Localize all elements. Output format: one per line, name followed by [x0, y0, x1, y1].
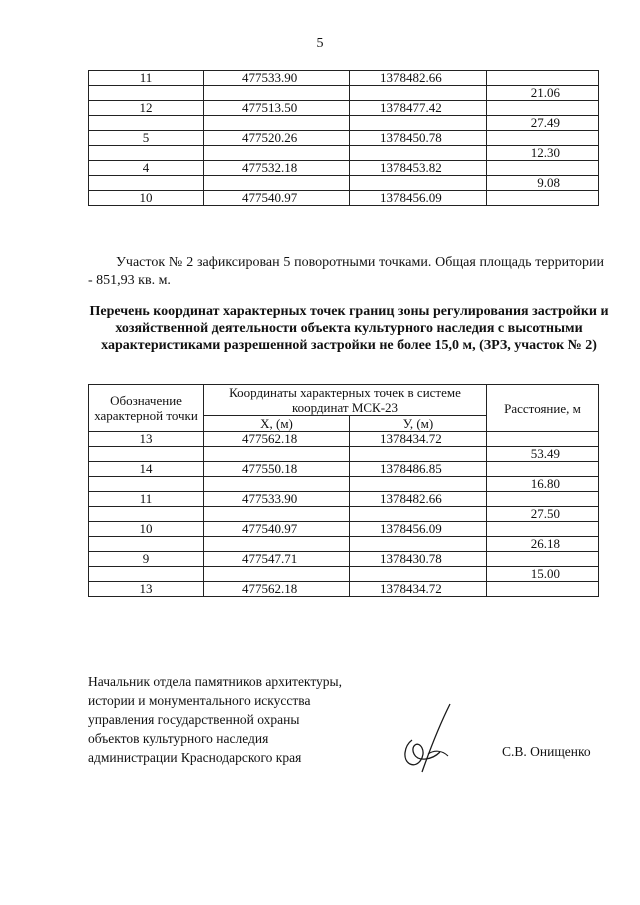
table-row — [89, 552, 599, 567]
distance-cell — [487, 131, 599, 146]
y-cell: 1378486.85 — [350, 462, 487, 477]
header-y: У, (м) — [350, 416, 487, 432]
distance-cell: 53.49 — [487, 447, 599, 462]
point-cell: 10 — [89, 191, 204, 206]
point-cell: 13 — [89, 582, 204, 597]
table-row — [89, 492, 599, 507]
x-cell — [204, 176, 350, 191]
distance-cell: 9.08 — [487, 176, 599, 191]
plot-summary-paragraph: Участок № 2 зафиксирован 5 поворотными точками. Общая площадь территории - 851,93 кв. м. — [88, 255, 604, 288]
page-number: 5 — [316, 36, 324, 51]
y-cell: 1378450.78 — [350, 131, 487, 146]
point-cell: 4 — [89, 161, 204, 176]
distance-cell — [487, 522, 599, 537]
point-cell — [89, 116, 204, 131]
table2-header — [89, 385, 599, 432]
y-cell — [350, 537, 487, 552]
position-line: администрации Краснодарского края — [88, 750, 302, 765]
table-row — [89, 462, 599, 477]
distance-cell — [487, 101, 599, 116]
y-cell — [350, 477, 487, 492]
table-row — [89, 191, 599, 206]
point-cell: 11 — [89, 492, 204, 507]
x-cell: 477513.50 — [204, 101, 350, 116]
distance-cell: 15.00 — [487, 567, 599, 582]
x-cell: 477550.18 — [204, 462, 350, 477]
distance-cell: 26.18 — [487, 537, 599, 552]
x-cell: 477562.18 — [204, 582, 350, 597]
point-cell: 11 — [89, 71, 204, 86]
x-cell: 477532.18 — [204, 161, 350, 176]
y-cell — [350, 507, 487, 522]
x-cell: 477562.18 — [204, 432, 350, 447]
distance-cell — [487, 492, 599, 507]
table-row — [89, 522, 599, 537]
table-row — [89, 86, 599, 101]
y-cell — [350, 86, 487, 101]
x-cell: 477540.97 — [204, 522, 350, 537]
point-cell — [89, 176, 204, 191]
header-distance: Расстояние, м — [487, 385, 599, 432]
point-cell — [89, 146, 204, 161]
table-row — [89, 582, 599, 597]
x-cell — [204, 477, 350, 492]
y-cell: 1378430.78 — [350, 552, 487, 567]
handwritten-signature — [392, 700, 472, 780]
header-x: X, (м) — [204, 416, 350, 432]
x-cell: 477520.26 — [204, 131, 350, 146]
distance-cell — [487, 462, 599, 477]
coordinates-table-zrz — [88, 384, 599, 597]
y-cell — [350, 116, 487, 131]
x-cell — [204, 567, 350, 582]
table2-body — [89, 432, 599, 597]
point-cell — [89, 537, 204, 552]
point-cell: 13 — [89, 432, 204, 447]
x-cell: 477540.97 — [204, 191, 350, 206]
x-cell — [204, 146, 350, 161]
y-cell — [350, 176, 487, 191]
y-cell: 1378477.42 — [350, 101, 487, 116]
signer-name: С.В. Онищенко — [502, 744, 591, 759]
table-row — [89, 507, 599, 522]
position-line: управления государственной охраны — [88, 712, 300, 727]
distance-cell — [487, 582, 599, 597]
table-row — [89, 447, 599, 462]
position-line: объектов культурного наследия — [88, 731, 269, 746]
table-row — [89, 116, 599, 131]
y-cell — [350, 146, 487, 161]
point-cell: 5 — [89, 131, 204, 146]
x-cell: 477533.90 — [204, 492, 350, 507]
distance-cell: 16.80 — [487, 477, 599, 492]
table-row — [89, 146, 599, 161]
distance-cell — [487, 552, 599, 567]
y-cell: 1378456.09 — [350, 191, 487, 206]
table-row — [89, 537, 599, 552]
y-cell: 1378482.66 — [350, 71, 487, 86]
table-row — [89, 71, 599, 86]
header-point: Обозначение характерной точки — [89, 385, 204, 432]
position-line: Начальник отдела памятников архитектуры, — [88, 674, 342, 689]
distance-cell: 12.30 — [487, 146, 599, 161]
section-heading: Перечень координат характерных точек границ зоны регулирования застройки и хозяйственной деятельности объекта культурного наследия с высотными характеристиками разрешенной застройки не более 15,0 м, (ЗРЗ, участок № 2) — [89, 304, 609, 353]
x-cell: 477547.71 — [204, 552, 350, 567]
y-cell: 1378434.72 — [350, 582, 487, 597]
point-cell — [89, 477, 204, 492]
distance-cell — [487, 191, 599, 206]
y-cell — [350, 567, 487, 582]
point-cell — [89, 567, 204, 582]
table1-body — [89, 71, 599, 206]
position-line: истории и монументального искусства — [88, 693, 311, 708]
point-cell: 9 — [89, 552, 204, 567]
x-cell — [204, 86, 350, 101]
coordinates-table-continued — [88, 70, 599, 206]
table-row — [89, 176, 599, 191]
table-row — [89, 131, 599, 146]
point-cell: 12 — [89, 101, 204, 116]
y-cell: 1378456.09 — [350, 522, 487, 537]
table-row — [89, 101, 599, 116]
distance-cell: 27.50 — [487, 507, 599, 522]
distance-cell — [487, 432, 599, 447]
signature-position-block — [88, 672, 388, 767]
point-cell: 10 — [89, 522, 204, 537]
y-cell: 1378434.72 — [350, 432, 487, 447]
header-coordinates: Координаты характерных точек в системе координат МСК-23 — [204, 385, 487, 416]
table-row — [89, 477, 599, 492]
x-cell — [204, 507, 350, 522]
y-cell — [350, 447, 487, 462]
x-cell: 477533.90 — [204, 71, 350, 86]
x-cell — [204, 537, 350, 552]
distance-cell — [487, 71, 599, 86]
distance-cell: 27.49 — [487, 116, 599, 131]
x-cell — [204, 447, 350, 462]
distance-cell — [487, 161, 599, 176]
point-cell: 14 — [89, 462, 204, 477]
distance-cell: 21.06 — [487, 86, 599, 101]
table-row — [89, 161, 599, 176]
table-row — [89, 567, 599, 582]
point-cell — [89, 507, 204, 522]
y-cell: 1378482.66 — [350, 492, 487, 507]
x-cell — [204, 116, 350, 131]
table-row — [89, 432, 599, 447]
point-cell — [89, 86, 204, 101]
point-cell — [89, 447, 204, 462]
y-cell: 1378453.82 — [350, 161, 487, 176]
